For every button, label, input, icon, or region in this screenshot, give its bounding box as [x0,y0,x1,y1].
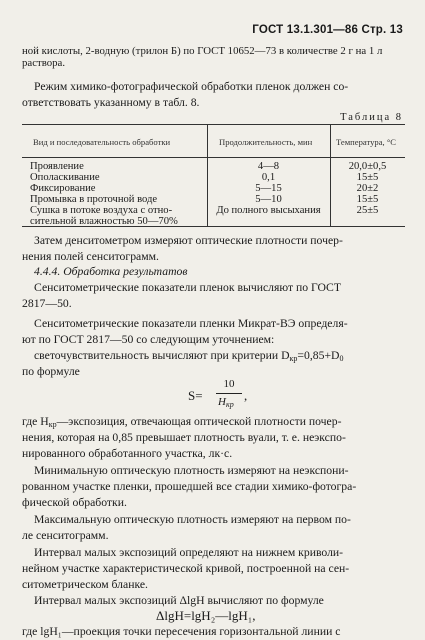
table-header-process: Вид и последовательность обработки [33,137,171,147]
table-caption: Таблица 8 [340,112,403,123]
table-cell-duration: 0,1 [261,172,276,183]
sensitivity-line-2: по формуле [22,365,80,378]
where1-line-3: нированного обработанного участка, лк·с. [22,447,233,460]
interval-line-1: Интервал малых экспозиций определяют на нижнем криволи- [34,546,344,559]
intro-line-2: раствора. [22,57,66,69]
table-cell-temperature: 15±5 [356,194,379,205]
sensitivity-line-1: светочувствительность вычисляют при критерии $D_{кр}=0,85+D_0$ [34,349,344,363]
min-density-line-2: рованном участке пленки, прошедшей все стадии химико-фотогра- [22,480,357,493]
sens2-line-1: Сенситометрические показатели пленки Микрат-ВЭ определя- [34,317,348,330]
mode-text-line-2: ответствовать указанному в табл. 8. [22,96,200,109]
table-header-temperature: Температура, °С [336,137,396,147]
where1-line-1: где $H_{кр}—экспозиция$, отвечающая оптической плотности почер- [22,415,342,429]
min-density-line-1: Минимальную оптическую плотность измеряют на неэкспони- [34,464,349,477]
table-row-name: сительной влажностью 50—70% [30,216,178,227]
table-cell-temperature: 25±5 [356,205,379,216]
table-cell-duration: 5—15 [255,183,282,194]
max-density-line-2: ле сенситограмм. [22,529,109,542]
page-header: ГОСТ 13.1.301—86 Стр. 13 [252,24,403,36]
mode-text-line-1: Режим химико-фотографической обработки пленок должен со- [34,80,349,93]
densitometer-line-2: нения полей сенситограмм. [22,250,159,263]
table-row-name: Фиксирование [30,183,96,194]
table-row-name: Промывка в проточной воде [30,194,158,205]
table-cell-duration: До полного высыхания [216,205,321,216]
table-cell-temperature: 20,0±0,5 [348,161,387,172]
where2-line-1: где lgH₁—проекция точки пересечения горизонтальной линии с [22,625,341,638]
table-row-name: Проявление [30,161,84,172]
sens1-line-2: 2817—50. [22,297,72,310]
interval-line-2: нейном участке характеристической кривой, построенной на сен- [22,562,350,575]
formula-interval: ΔlgH=lgH₂—lgH₁, [156,608,256,623]
sens1-line-1: Сенситометрические показатели пленок вычисляют по ГОСТ [34,281,341,294]
interval-line-3: ситометрическом бланке. [22,578,148,591]
min-density-line-3: фической обработки. [22,496,127,509]
max-density-line-1: Максимальную оптическую плотность измеряют на первом по- [34,513,351,526]
table-cell-temperature: 15±5 [356,172,379,183]
intro-line-1: ной кислоты, 2-водную (трилон Б) по ГОСТ 10652—73 в количестве 2 г на 1 л [22,45,383,57]
table-row-name: Сушка в потоке воздуха с отно- [30,205,173,216]
table-cell-duration: 5—10 [255,194,282,205]
table-cell-temperature: 20±2 [356,183,379,194]
table-header-duration: Продолжительность, мин [219,137,313,147]
where1-line-2: нения, которая на 0,85 превышает плотность вуали, т. е. неэкспо- [22,431,346,444]
sens2-line-2: ют по ГОСТ 2817—50 со следующим уточнением: [22,333,275,346]
table-cell-duration: 4—8 [257,161,280,172]
densitometer-line-1: Затем денситометром измеряют оптические плотности почер- [34,234,343,247]
section-heading: 4.4.4. Обработка результатов [34,265,188,278]
table-row-name: Ополаскивание [30,172,100,183]
interval-formula-text: Интервал малых экспозиций ΔlgH вычисляют по формуле [34,594,324,607]
